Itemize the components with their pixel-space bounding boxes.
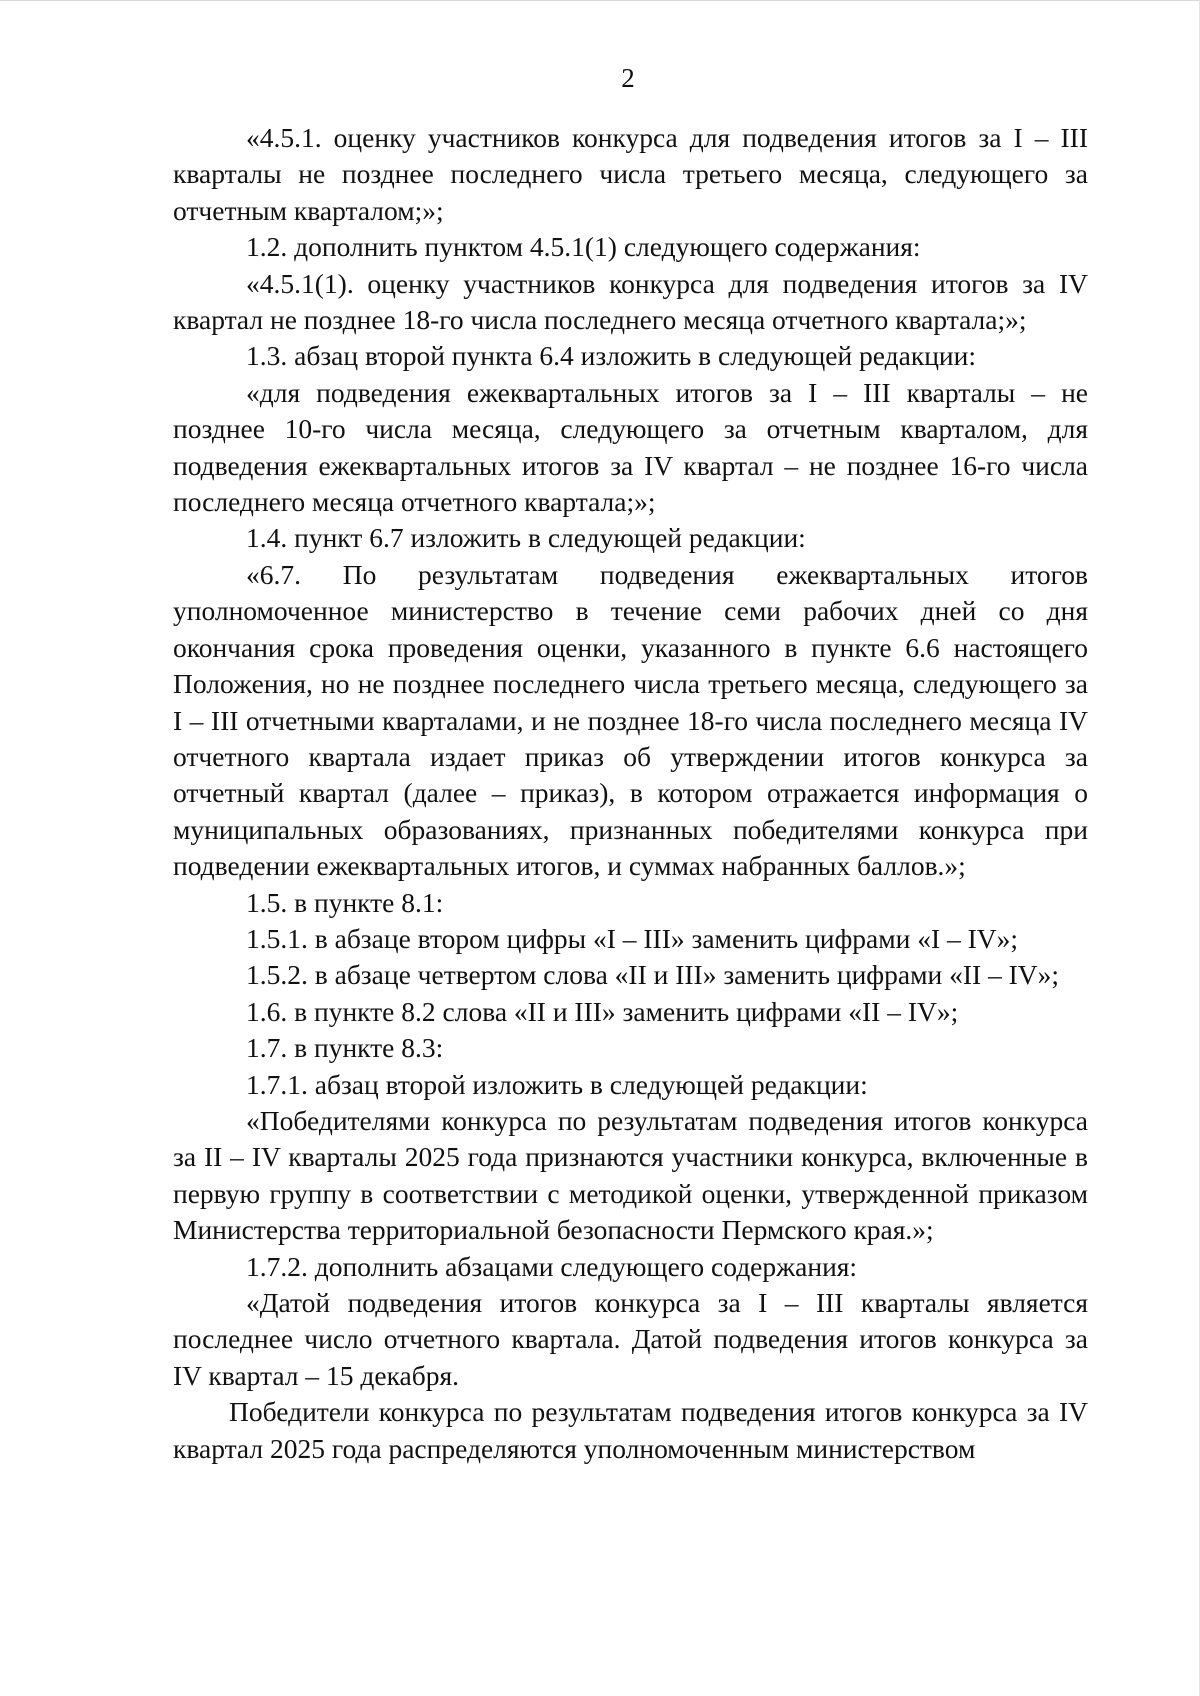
paragraph-6-4-text: «для подведения ежеквартальных итогов за I – III кварталы – не позднее 10-го числа месяца, следующего за отчетным кварталом, для подведения ежеквартальных итогов за IV квартал – не позднее 16-го числа последнего месяца отчетного квартала;»;: [173, 376, 1088, 518]
paragraph-4-5-1: «4.5.1. оценку участников конкурса для подведения итогов за I – III кварталы не позднее последнего числа третьего месяца, следующего за отчетным кварталом;»;: [173, 122, 1088, 226]
paragraph-4-5-1-1: «4.5.1(1). оценку участников конкурса для подведения итогов за IV квартал не позднее 18-го числа последнего месяца отчетного квартала;»;: [173, 267, 1088, 336]
paragraph-1-7-2: 1.7.2. дополнить абзацами следующего содержания:: [246, 1250, 858, 1282]
paragraph-1-7: 1.7. в пункте 8.3:: [246, 1032, 444, 1064]
paragraph-1-5: 1.5. в пункте 8.1:: [246, 886, 444, 918]
paragraph-1-7-1: 1.7.1. абзац второй изложить в следующей редакции:: [246, 1068, 868, 1100]
paragraph-6-7-text: «6.7. По результатам подведения ежеквартальных итогов уполномоченное министерство в течение семи рабочих дней со дня окончания срока проведения оценки, указанного в пункте 6.6 настоящего Положения, но не позднее последнего числа третьего месяца, следующего за I – III отчетными кварталами, и не позднее 18-го числа последнего месяца IV отчетного квартала издает приказ об утверждении итогов конкурса за отчетный квартал (далее – приказ), в котором отражается информация о муниципальных образованиях, признанных победителями конкурса при подведении ежеквартальных итогов, и суммах набранных баллов.»;: [173, 558, 1088, 882]
paragraph-1-5-1: 1.5.1. в абзаце втором цифры «I – III» заменить цифрами «I – IV»;: [246, 922, 1019, 954]
paragraph-1-4: 1.4. пункт 6.7 изложить в следующей редакции:: [246, 522, 806, 554]
paragraph-1-5-2: 1.5.2. в абзаце четвертом слова «II и III» заменить цифрами «II – IV»;: [246, 959, 1060, 991]
paragraph-dates: «Датой подведения итогов конкурса за I – III кварталы является последнее число отчетного квартала. Датой подведения итогов конкурса за IV квартал – 15 декабря.: [173, 1287, 1088, 1391]
page-number: 2: [621, 63, 635, 93]
paragraph-1-2: 1.2. дополнить пунктом 4.5.1(1) следующего содержания:: [246, 231, 921, 263]
paragraph-winners-distribution: Победители конкурса по результатам подведения итогов конкурса за IV квартал 2025 года распределяются уполномоченным министерством: [173, 1396, 1088, 1464]
document-body: [173, 120, 1088, 1467]
paragraph-1-6: 1.6. в пункте 8.2 слова «II и III» заменить цифрами «II – IV»;: [246, 995, 959, 1027]
paragraph-8-3-winners: «Победителями конкурса по результатам подведения итогов конкурса за II – IV кварталы 2025 года признаются участники конкурса, включенные в первую группу в соответствии с методикой оценки, утвержденной приказом Министерства территориальной безопасности Пермского края.»;: [173, 1104, 1088, 1246]
paragraph-1-3: 1.3. абзац второй пункта 6.4 изложить в следующей редакции:: [246, 340, 976, 372]
